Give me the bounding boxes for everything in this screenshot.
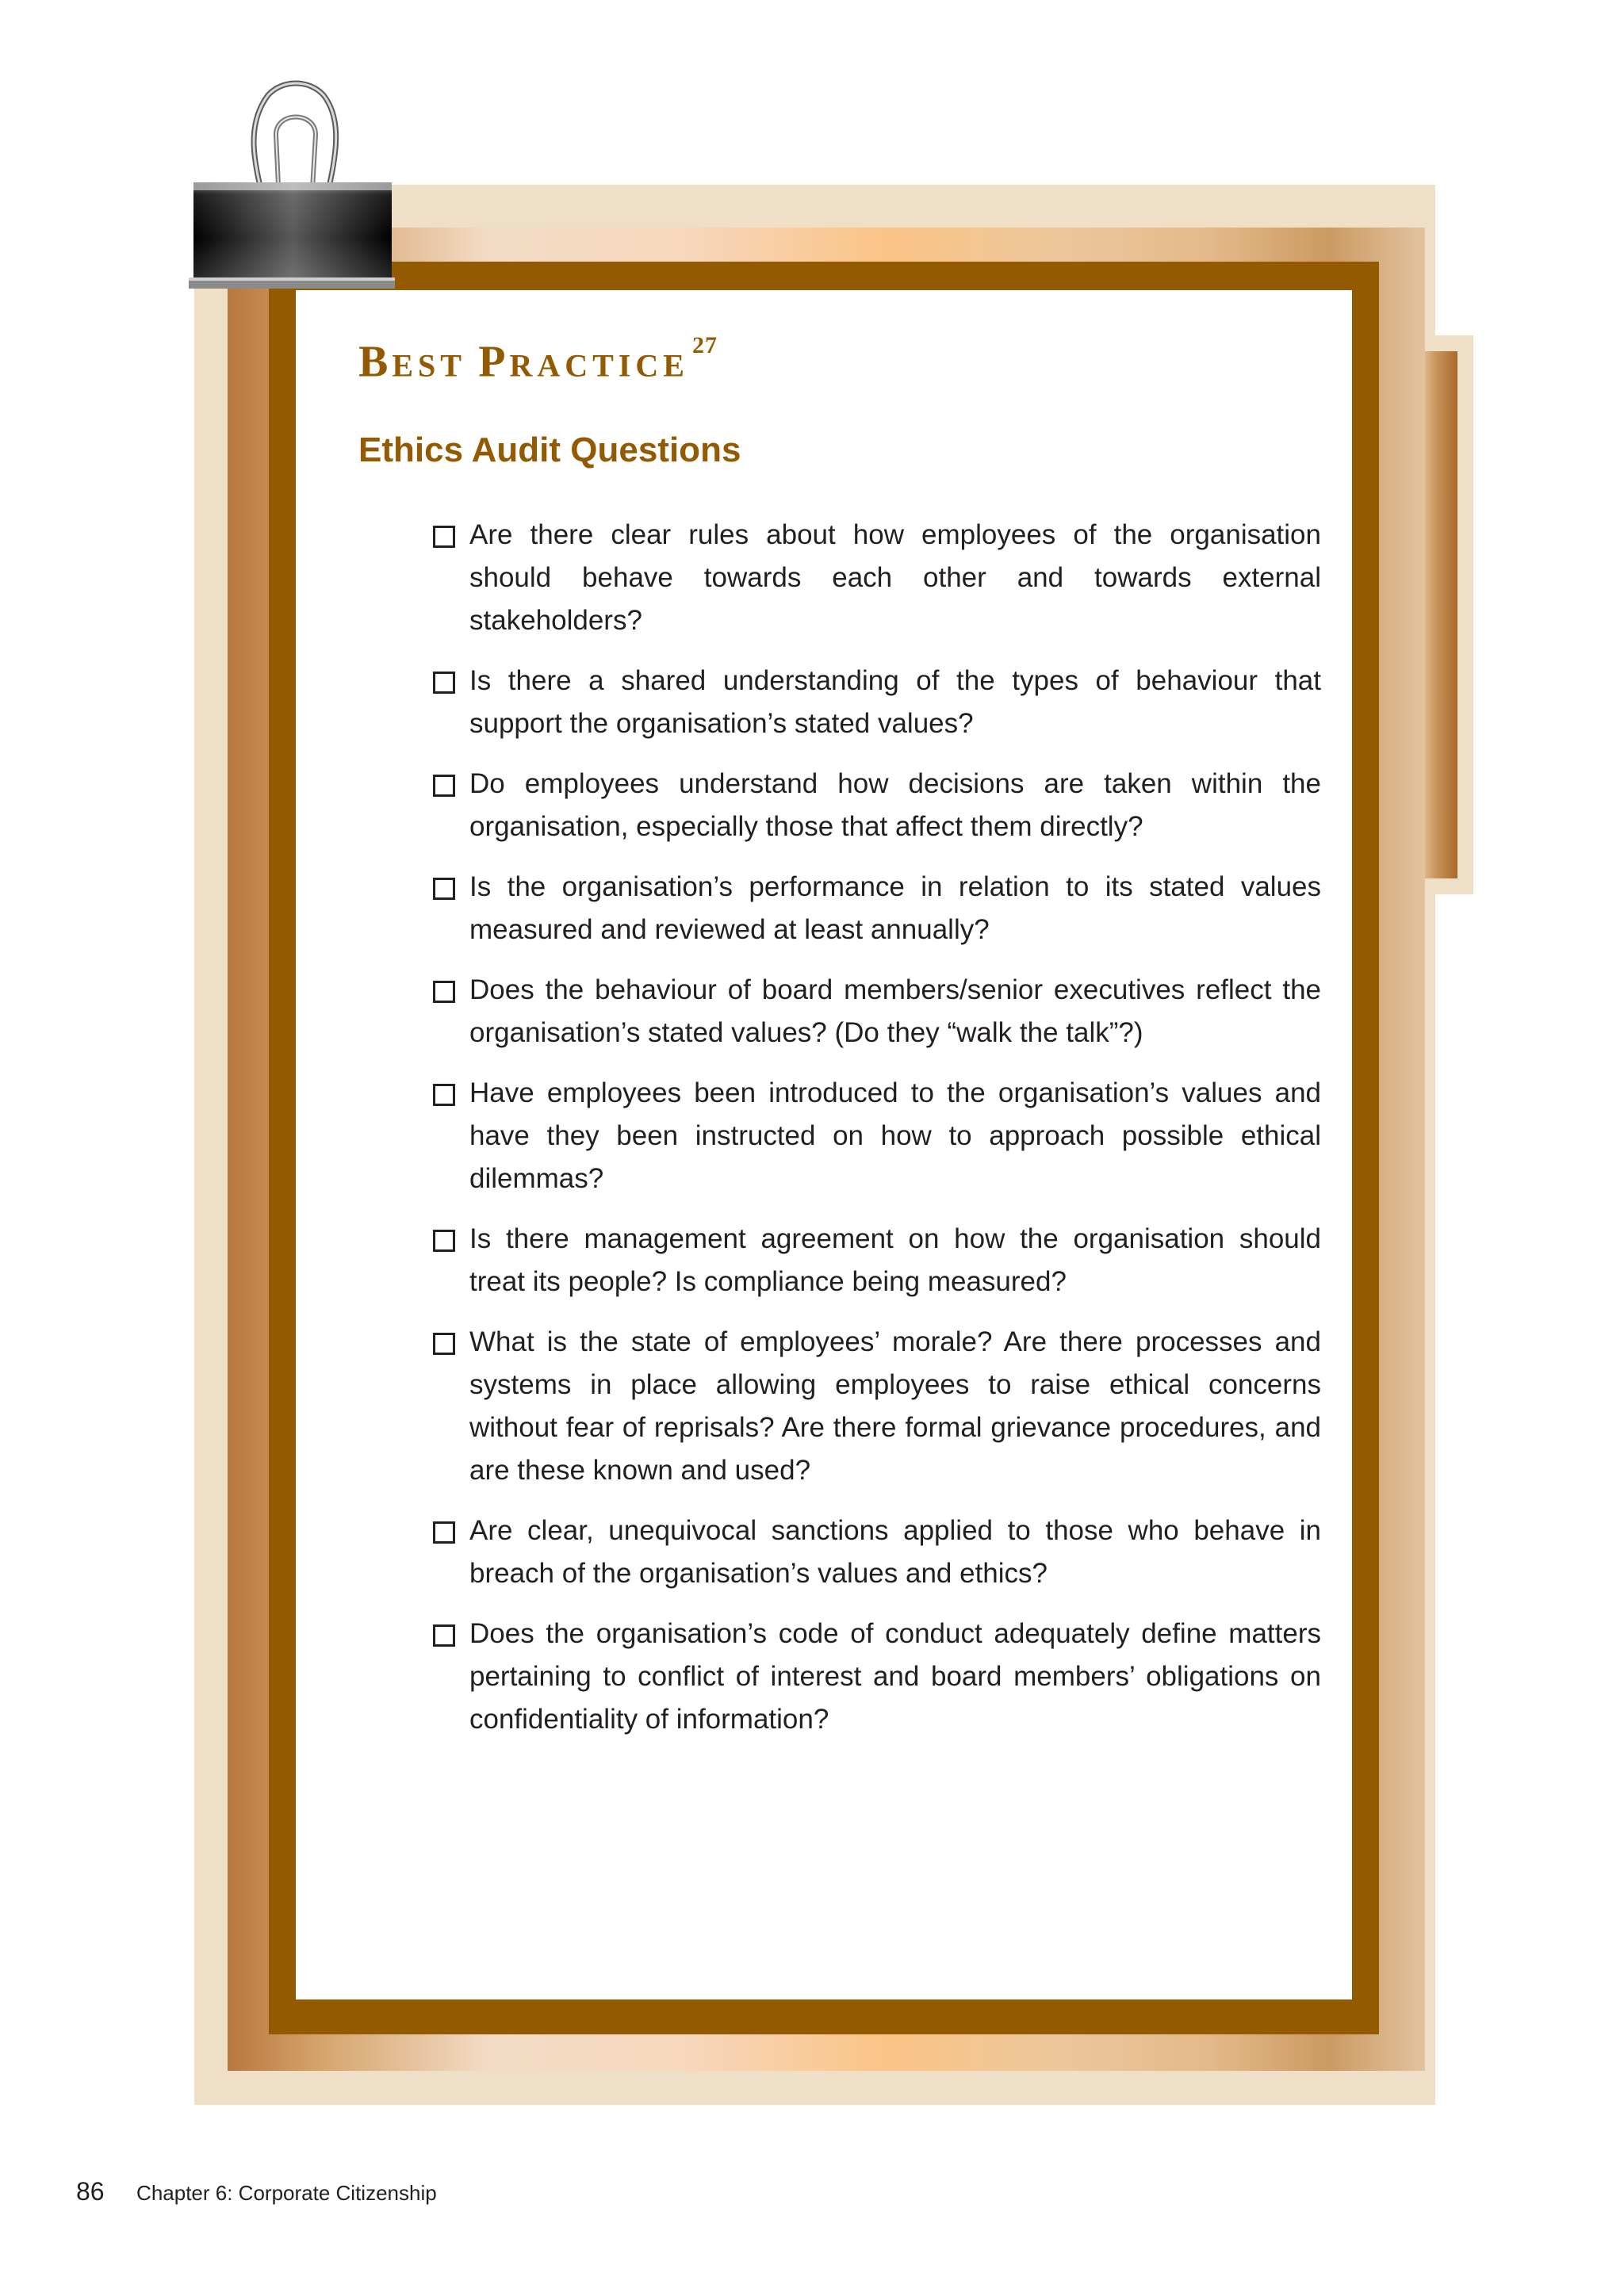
checklist-item bbox=[433, 1321, 1321, 1492]
empty-checkbox-icon bbox=[433, 526, 455, 548]
empty-checkbox-icon bbox=[433, 672, 455, 694]
checklist-item-text: Is the organisation’s performance in relation to its stated values measured and reviewed at least annually? bbox=[469, 871, 1321, 945]
empty-checkbox-icon bbox=[433, 981, 455, 1003]
folder-side-tab-gradient bbox=[1419, 351, 1457, 878]
checklist-item bbox=[433, 514, 1321, 642]
best-practice-initial: B bbox=[358, 337, 393, 387]
empty-checkbox-icon bbox=[433, 1084, 455, 1106]
empty-checkbox-icon bbox=[433, 775, 455, 797]
checklist-item bbox=[433, 1510, 1321, 1595]
checklist-item-text: Is there management agreement on how the organisation should treat its people? Is compliance being measured? bbox=[469, 1223, 1321, 1297]
checklist-item bbox=[433, 1218, 1321, 1303]
best-practice-rest: EST bbox=[392, 347, 479, 384]
binder-clip-icon bbox=[189, 79, 395, 293]
checklist-item bbox=[433, 763, 1321, 848]
checklist-item-text: Does the behaviour of board members/senior executives reflect the organisation’s stated values? (Do they “walk the talk”?) bbox=[469, 974, 1321, 1048]
section-title: Ethics Audit Questions bbox=[358, 430, 741, 469]
best-practice-label bbox=[358, 323, 718, 396]
checklist-item bbox=[433, 660, 1321, 745]
empty-checkbox-icon bbox=[433, 878, 455, 900]
checklist-item-text: Is there a shared understanding of the types of behaviour that support the organisation’s stated values? bbox=[469, 665, 1321, 739]
practice-initial: P bbox=[478, 337, 510, 387]
page-footer bbox=[76, 2177, 437, 2206]
empty-checkbox-icon bbox=[433, 1521, 455, 1544]
checklist-item-text: Do employees understand how decisions are taken within the organisation, especially those that affect them directly? bbox=[469, 768, 1321, 842]
checklist-item bbox=[433, 969, 1321, 1054]
empty-checkbox-icon bbox=[433, 1230, 455, 1252]
footnote-reference: 27 bbox=[691, 332, 718, 358]
checklist-item-text: Does the organisation’s code of conduct adequately define matters pertaining to conflict of interest and board members’ obligations on confidentiality of information? bbox=[469, 1618, 1321, 1735]
checklist-item bbox=[433, 1072, 1321, 1200]
checklist-item-text: Are clear, unequivocal sanctions applied to those who behave in breach of the organisation’s values and ethics? bbox=[469, 1515, 1321, 1589]
checklist-item-text: Are there clear rules about how employees of the organisation should behave towards each other and towards external stakeholders? bbox=[469, 519, 1321, 636]
page-number: 86 bbox=[76, 2177, 105, 2206]
checklist-item bbox=[433, 866, 1321, 951]
empty-checkbox-icon bbox=[433, 1333, 455, 1355]
empty-checkbox-icon bbox=[433, 1624, 455, 1647]
checklist-item-text: What is the state of employees’ morale? Are there processes and systems in place allowing employees to raise ethical concerns without fear of reprisals? Are there formal grievance procedures, and are these known and used? bbox=[469, 1326, 1321, 1486]
checklist-item bbox=[433, 1613, 1321, 1741]
chapter-label: Chapter 6: Corporate Citizenship bbox=[136, 2181, 437, 2205]
ethics-audit-checklist bbox=[433, 514, 1321, 1758]
practice-rest: RACTICE bbox=[509, 347, 689, 384]
checklist-item-text: Have employees been introduced to the organisation’s values and have they been instructed on how to approach possible ethical dilemmas? bbox=[469, 1077, 1321, 1194]
